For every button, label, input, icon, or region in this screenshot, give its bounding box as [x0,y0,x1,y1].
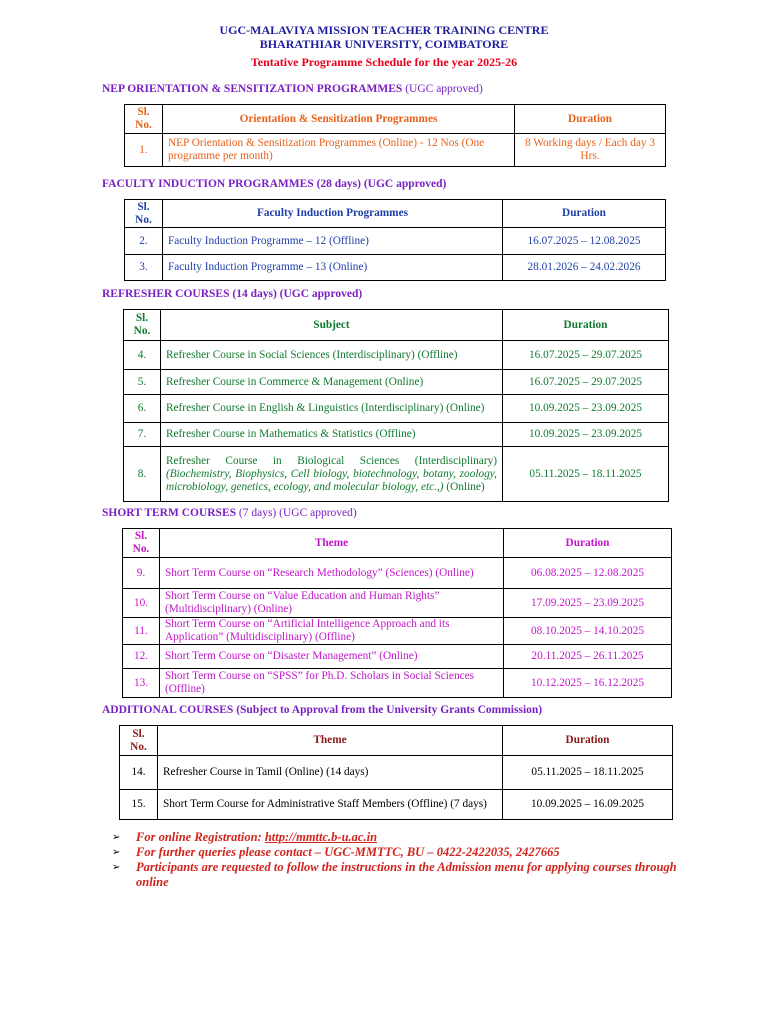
row-duration: 05.11.2025 – 18.11.2025 [503,756,673,790]
section-title-short-text: SHORT TERM COURSES [102,507,237,519]
section-title-nep-note: (UGC approved) [405,83,483,95]
row-subject-disciplines: (Biochemistry, Biophysics, Cell biology, biotechnology, botany, zoology, microbiology, genetics, ecology, and molecular biology, etc.,) [166,467,497,493]
note-contact [112,845,712,860]
row-sl-no: 1. [125,134,163,167]
row-theme: Short Term Course on “Artificial Intelligence Approach and its Application” (Multidisciplinary) (Offline) [160,618,504,645]
col-subject: Subject [161,310,503,341]
document-subtitle: Tentative Programme Schedule for the year 2025-26 [250,55,518,69]
table-row [123,589,672,618]
row-theme: Short Term Course on “Disaster Management” (Online) [160,645,504,669]
row-theme: Short Term Course on “Value Education and Human Rights” (Multidisciplinary) (Online) [160,589,504,618]
col-sl-no: Sl. No. [124,310,161,341]
section-title-refresher: REFRESHER COURSES (14 days) (UGC approved) [102,288,363,300]
row-sl-no: 2. [125,228,163,255]
row-sl-no: 6. [124,395,161,423]
table-row [124,423,669,447]
col-sl-no: Sl. No. [120,726,158,756]
row-sl-no: 13. [123,669,160,698]
row-duration: 28.01.2026 – 24.02.2026 [503,255,666,281]
col-duration: Duration [504,529,672,558]
row-duration: 10.12.2025 – 16.12.2025 [504,669,672,698]
col-duration: Duration [503,726,673,756]
table-row [123,645,672,669]
section-title-short-note: (7 days) (UGC approved) [238,507,357,519]
table-row [124,447,669,502]
row-theme: Short Term Course on “Research Methodology” (Sciences) (Online) [160,558,504,589]
note-registration-label: For online Registration: [136,830,265,844]
row-sl-no: 14. [120,756,158,790]
note-instructions-text: Participants are requested to follow the instructions in the Admission menu for applying courses through online [136,860,677,889]
row-theme: Short Term Course on “SPSS” for Ph.D. Scholars in Social Sciences (Offline) [160,669,504,698]
row-sl-no: 15. [120,790,158,820]
row-duration: 10.09.2025 – 23.09.2025 [503,395,669,423]
col-sl-no: Sl. No. [125,105,163,134]
header-line-1: UGC-MALAVIYA MISSION TEACHER TRAINING CENTRE [219,23,549,37]
table-row [120,790,673,820]
table-header-row [125,105,666,134]
row-subject-mode: (Online) [443,480,485,493]
table-row [123,558,672,589]
col-duration: Duration [503,200,666,228]
row-duration: 10.09.2025 – 16.09.2025 [503,790,673,820]
row-duration: 16.07.2025 – 29.07.2025 [503,370,669,395]
note-registration [112,830,712,845]
col-theme: Theme [160,529,504,558]
table-row [124,341,669,370]
col-sl-no: Sl. No. [125,200,163,228]
row-sl-no: 8. [124,447,161,502]
table-header-row [124,310,669,341]
col-programme: Faculty Induction Programmes [163,200,503,228]
notes-list [112,830,712,890]
note-contact-text: For further queries please contact – UGC-MMTTC, BU – 0422-2422035, 2427665 [136,845,560,859]
row-duration: 05.11.2025 – 18.11.2025 [503,447,669,502]
row-sl-no: 4. [124,341,161,370]
row-theme: Refresher Course in Tamil (Online) (14 days) [158,756,503,790]
note-instructions [112,860,712,890]
header-line-2: BHARATHIAR UNIVERSITY, COIMBATORE [259,37,509,51]
section-title-short [102,507,357,519]
row-duration: 10.09.2025 – 23.09.2025 [503,423,669,447]
registration-link[interactable]: http://mmttc.b-u.ac.in [264,830,378,844]
row-duration: 06.08.2025 – 12.08.2025 [504,558,672,589]
col-theme: Theme [158,726,503,756]
table-refresher [123,309,669,502]
row-duration: 17.09.2025 – 23.09.2025 [504,589,672,618]
row-subject [161,447,503,502]
row-duration: 8 Working days / Each day 3 Hrs. [515,134,666,167]
row-duration: 16.07.2025 – 29.07.2025 [503,341,669,370]
table-header-row [123,529,672,558]
row-duration: 20.11.2025 – 26.11.2025 [504,645,672,669]
table-fip [124,199,666,281]
section-title-nep [102,83,483,95]
table-short [122,528,672,698]
row-sl-no: 12. [123,645,160,669]
table-row [124,395,669,423]
row-sl-no: 5. [124,370,161,395]
arrow-bullet-icon: ➢ [112,832,121,843]
row-duration: 08.10.2025 – 14.10.2025 [504,618,672,645]
table-row [120,756,673,790]
row-theme: Short Term Course for Administrative Staff Members (Offline) (7 days) [158,790,503,820]
table-additional [119,725,673,820]
row-sl-no: 3. [125,255,163,281]
arrow-bullet-icon: ➢ [112,847,121,858]
table-header-row [120,726,673,756]
col-duration: Duration [503,310,669,341]
row-sl-no: 10. [123,589,160,618]
row-sl-no: 7. [124,423,161,447]
table-row [123,669,672,698]
row-programme: Faculty Induction Programme – 13 (Online) [163,255,503,281]
row-sl-no: 9. [123,558,160,589]
row-programme: Faculty Induction Programme – 12 (Offline) [163,228,503,255]
col-duration: Duration [515,105,666,134]
arrow-bullet-icon: ➢ [112,862,121,873]
row-subject: Refresher Course in Commerce & Management (Online) [161,370,503,395]
table-row [123,618,672,645]
row-subject: Refresher Course in Mathematics & Statistics (Offline) [161,423,503,447]
row-duration: 16.07.2025 – 12.08.2025 [503,228,666,255]
table-row [125,255,666,281]
row-subject: Refresher Course in Social Sciences (Interdisciplinary) (Offline) [161,341,503,370]
col-sl-no: Sl. No. [123,529,160,558]
table-row [125,134,666,167]
table-header-row [125,200,666,228]
row-sl-no: 11. [123,618,160,645]
section-title-nep-text: NEP ORIENTATION & SENSITIZATION PROGRAMMES [102,83,403,95]
row-subject-main: Refresher Course in Biological Sciences (Interdisciplinary) [166,454,497,467]
row-programme: NEP Orientation & Sensitization Programmes (Online) - 12 Nos (One programme per month) [163,134,515,167]
table-row [125,228,666,255]
row-subject: Refresher Course in English & Linguistics (Interdisciplinary) (Online) [161,395,503,423]
section-title-additional: ADDITIONAL COURSES (Subject to Approval from the University Grants Commission) [102,704,543,716]
col-programme: Orientation & Sensitization Programmes [163,105,515,134]
table-nep [124,104,666,167]
section-title-fip: FACULTY INDUCTION PROGRAMMES (28 days) (UGC approved) [102,178,447,190]
table-row [124,370,669,395]
document-header [0,23,768,51]
